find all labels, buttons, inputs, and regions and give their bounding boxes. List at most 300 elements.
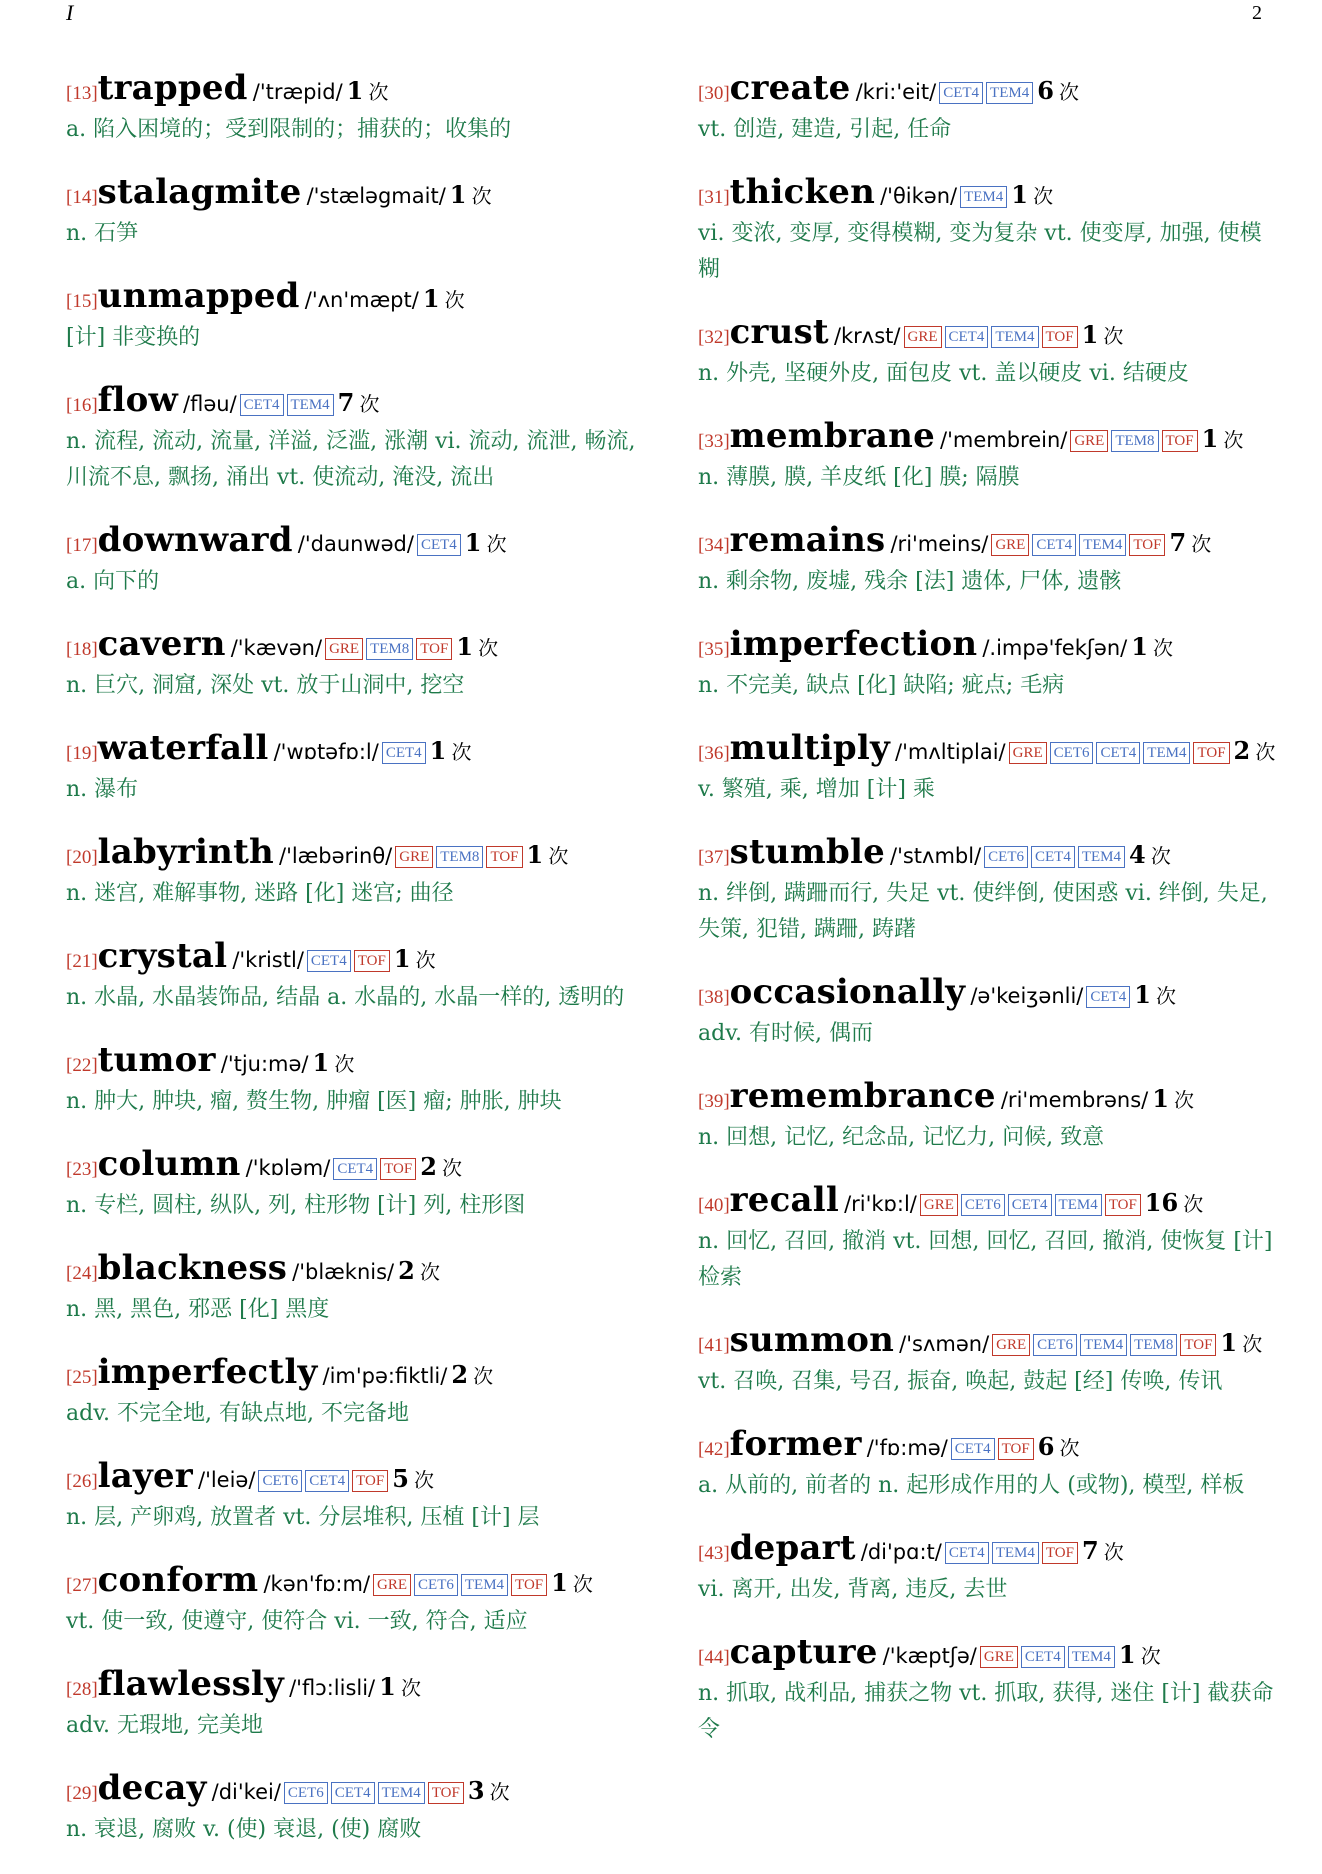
right-column: [698, 70, 1278, 1774]
entry-index: [20]: [66, 847, 98, 868]
word-entry: [66, 626, 644, 704]
exam-tag: CET4: [305, 1470, 349, 1492]
headword: membrane: [729, 416, 935, 456]
headword: trapped: [97, 68, 248, 108]
entry-index: [21]: [66, 951, 98, 972]
definition: adv. 无瑕地, 完美地: [66, 1713, 263, 1738]
entry-index: [42]: [698, 1439, 730, 1460]
count-unit: 次: [415, 948, 436, 972]
phonetic: /im'pə:fiktli/: [322, 1364, 448, 1388]
phonetic: /'tju:mə/: [220, 1052, 309, 1076]
exam-tag: TOF: [1042, 1542, 1078, 1564]
phonetic: /'blæknis/: [292, 1260, 395, 1284]
exam-tag: TOF: [1193, 742, 1229, 764]
headword: imperfectly: [97, 1352, 318, 1392]
phonetic: /'kævən/: [230, 636, 323, 660]
entry-headline: [698, 1530, 1278, 1572]
exam-tag: TEM4: [461, 1574, 508, 1596]
count-unit: 次: [1059, 1436, 1080, 1460]
entry-headline: [66, 730, 644, 772]
occurrence-count: 1: [429, 736, 447, 765]
word-entry: [698, 974, 1278, 1052]
occurrence-count: 7: [1169, 528, 1187, 557]
word-entry: [66, 522, 644, 600]
entry-headline: [66, 1146, 644, 1188]
phonetic: /'ʌn'mæpt/: [304, 288, 419, 312]
definition: n. 薄膜, 膜, 羊皮纸 [化] 膜; 隔膜: [698, 465, 1020, 490]
exam-tag: CET4: [1031, 846, 1075, 868]
count-unit: 次: [1059, 80, 1080, 104]
definition: n. 黑, 黑色, 邪恶 [化] 黑度: [66, 1297, 330, 1322]
word-entry: [66, 174, 644, 252]
entry-index: [39]: [698, 1091, 730, 1112]
occurrence-count: 4: [1129, 840, 1146, 869]
exam-tag: TEM4: [1143, 742, 1190, 764]
count-unit: 次: [1174, 1088, 1195, 1112]
count-unit: 次: [400, 1676, 421, 1700]
phonetic: /'θikən/: [880, 184, 958, 208]
definition: vi. 变浓, 变厚, 变得模糊, 变为复杂 vt. 使变厚, 加强, 使模糊: [698, 221, 1262, 282]
definition: n. 专栏, 圆柱, 纵队, 列, 柱形物 [计] 列, 柱形图: [66, 1193, 526, 1218]
count-unit: 次: [1140, 1644, 1161, 1668]
exam-tag: CET6: [258, 1470, 302, 1492]
word-entry: [698, 1182, 1278, 1296]
occurrence-count: 2: [451, 1360, 469, 1389]
count-unit: 次: [1033, 184, 1054, 208]
count-unit: 次: [489, 1780, 510, 1804]
exam-tag: CET4: [1032, 534, 1076, 556]
word-entry: [66, 1562, 644, 1640]
exam-tag: CET4: [333, 1158, 377, 1180]
definition: vt. 召唤, 召集, 号召, 振奋, 唤起, 鼓起 [经] 传唤, 传讯: [698, 1369, 1223, 1394]
word-entry: [698, 626, 1278, 704]
word-entry: [698, 70, 1278, 148]
count-unit: 次: [548, 844, 569, 868]
count-unit: 次: [1183, 1192, 1204, 1216]
phonetic: /fləu/: [183, 392, 237, 416]
entry-index: [13]: [66, 83, 98, 104]
occurrence-count: 1: [393, 944, 411, 973]
count-unit: 次: [1150, 844, 1171, 868]
entry-index: [14]: [66, 187, 98, 208]
entry-index: [30]: [698, 83, 730, 104]
phonetic: /'membrein/: [940, 428, 1068, 452]
entry-index: [44]: [698, 1647, 730, 1668]
phonetic: /'træpid/: [252, 80, 343, 104]
entry-headline: [66, 938, 644, 980]
phonetic: /'stæləgmait/: [306, 184, 446, 208]
word-entry: [66, 1666, 644, 1744]
phonetic: /kən'fɒ:m/: [263, 1572, 371, 1596]
occurrence-count: 16: [1144, 1188, 1179, 1217]
exam-tag: GRE: [325, 638, 363, 660]
word-entry: [698, 174, 1278, 288]
exam-tag: CET4: [331, 1782, 375, 1804]
definition: n. 不完美, 缺点 [化] 缺陷; 疵点; 毛病: [698, 673, 1065, 698]
definition: n. 石笋: [66, 221, 139, 246]
exam-tag: CET4: [1008, 1194, 1052, 1216]
word-entry: [66, 278, 644, 356]
entry-headline: [698, 522, 1278, 564]
count-unit: 次: [334, 1052, 355, 1076]
entry-index: [23]: [66, 1159, 98, 1180]
entry-headline: [698, 1322, 1278, 1364]
exam-tag: TEM4: [1055, 1194, 1102, 1216]
entry-index: [34]: [698, 535, 730, 556]
exam-tag: TEM4: [960, 186, 1007, 208]
exam-tag: GRE: [395, 846, 433, 868]
exam-tag: GRE: [920, 1194, 958, 1216]
headword: flawlessly: [97, 1664, 284, 1704]
word-entry: [66, 730, 644, 808]
entry-index: [41]: [698, 1335, 730, 1356]
phonetic: /'fɒ:mə/: [866, 1436, 948, 1460]
definition: n. 抓取, 战利品, 捕获之物 vt. 抓取, 获得, 迷住 [计] 截获命令: [698, 1681, 1274, 1742]
occurrence-count: 6: [1037, 76, 1054, 105]
headword: stalagmite: [97, 172, 302, 212]
phonetic: /ri'meins/: [890, 532, 989, 556]
occurrence-count: 2: [1233, 736, 1251, 765]
headword: remains: [729, 520, 886, 560]
exam-tag: GRE: [991, 534, 1029, 556]
exam-tag: TOF: [998, 1438, 1034, 1460]
occurrence-count: 1: [449, 180, 467, 209]
occurrence-count: 1: [456, 632, 474, 661]
exam-tag: TEM4: [991, 326, 1038, 348]
occurrence-count: 1: [1201, 424, 1219, 453]
headword: unmapped: [97, 276, 300, 316]
occurrence-count: 1: [312, 1048, 330, 1077]
phonetic: /di'kei/: [211, 1780, 281, 1804]
headword: decay: [97, 1768, 207, 1808]
entry-headline: [66, 1770, 644, 1812]
phonetic: /kri:'eit/: [855, 80, 937, 104]
occurrence-count: 6: [1037, 1432, 1055, 1461]
phonetic: /'flɔ:lisli/: [289, 1676, 376, 1700]
exam-tag: CET4: [945, 326, 989, 348]
exam-tag: TOF: [380, 1158, 416, 1180]
occurrence-count: 1: [379, 1672, 396, 1701]
word-entry: [66, 1042, 644, 1120]
word-entry: [66, 938, 644, 1016]
exam-tag: TEM4: [992, 1542, 1039, 1564]
entry-index: [29]: [66, 1783, 98, 1804]
exam-tag: CET4: [945, 1542, 989, 1564]
entry-index: [22]: [66, 1055, 98, 1076]
exam-tag: TOF: [352, 1470, 388, 1492]
headword: imperfection: [729, 624, 978, 664]
entry-index: [31]: [698, 187, 730, 208]
entry-headline: [698, 974, 1278, 1016]
word-entry: [66, 834, 644, 912]
entry-headline: [66, 1354, 644, 1396]
entry-headline: [66, 626, 644, 668]
occurrence-count: 1: [1152, 1084, 1169, 1113]
word-entry: [698, 418, 1278, 496]
definition: v. 繁殖, 乘, 增加 [计] 乘: [698, 777, 935, 802]
definition: vi. 离开, 出发, 背离, 违反, 去世: [698, 1577, 1008, 1602]
headword: crystal: [97, 936, 228, 976]
count-unit: 次: [1156, 984, 1177, 1008]
count-unit: 次: [1103, 1540, 1124, 1564]
exam-tag: TEM4: [1080, 1334, 1127, 1356]
occurrence-count: 7: [337, 388, 355, 417]
entry-headline: [698, 1182, 1278, 1224]
entry-headline: [698, 1078, 1278, 1120]
headword: column: [97, 1144, 241, 1184]
entry-index: [15]: [66, 291, 98, 312]
word-entry: [698, 1530, 1278, 1608]
exam-tag: TOF: [1129, 534, 1165, 556]
word-entry: [698, 314, 1278, 392]
entry-headline: [66, 70, 644, 112]
entry-headline: [698, 626, 1278, 668]
headword: recall: [729, 1180, 839, 1220]
entry-headline: [698, 70, 1278, 112]
occurrence-count: 1: [526, 840, 544, 869]
definition: n. 瀑布: [66, 777, 139, 802]
entry-index: [43]: [698, 1543, 730, 1564]
count-unit: 次: [471, 184, 492, 208]
entry-index: [28]: [66, 1679, 98, 1700]
word-entry: [66, 70, 644, 148]
headword: blackness: [97, 1248, 288, 1288]
entry-index: [35]: [698, 639, 730, 660]
word-entry: [698, 1634, 1278, 1748]
exam-tag: CET4: [1096, 742, 1140, 764]
word-entry: [66, 382, 644, 496]
occurrence-count: 2: [398, 1256, 415, 1285]
headword: create: [729, 68, 851, 108]
phonetic: /'wɒtəfɒ:l/: [273, 740, 379, 764]
occurrence-count: 1: [1118, 1640, 1136, 1669]
page-number: 2: [1252, 2, 1262, 24]
entry-headline: [698, 314, 1278, 356]
headword: downward: [97, 520, 293, 560]
definition: a. 陷入困境的；受到限制的；捕获的；收集的: [66, 117, 512, 142]
occurrence-count: 1: [346, 76, 364, 105]
phonetic: /.impə'fekʃən/: [982, 636, 1128, 660]
entry-headline: [66, 834, 644, 876]
entry-index: [26]: [66, 1471, 98, 1492]
headword: cavern: [97, 624, 226, 664]
count-unit: 次: [442, 1156, 463, 1180]
exam-tag: TOF: [511, 1574, 547, 1596]
definition: a. 从前的, 前者的 n. 起形成作用的人 (或物), 模型, 样板: [698, 1473, 1245, 1498]
entry-index: [17]: [66, 535, 98, 556]
definition: n. 迷宫, 难解事物, 迷路 [化] 迷宫; 曲径: [66, 881, 454, 906]
entry-index: [18]: [66, 639, 98, 660]
entry-headline: [698, 730, 1278, 772]
count-unit: 次: [1223, 428, 1244, 452]
headword: multiply: [729, 728, 890, 768]
headword: stumble: [729, 832, 885, 872]
definition: vt. 创造, 建造, 引起, 任命: [698, 117, 952, 142]
exam-tag: CET4: [307, 950, 351, 972]
count-unit: 次: [473, 1364, 494, 1388]
count-unit: 次: [1153, 636, 1174, 660]
count-unit: 次: [1191, 532, 1212, 556]
definition: vt. 使一致, 使遵守, 使符合 vi. 一致, 符合, 适应: [66, 1609, 528, 1634]
occurrence-count: 1: [1011, 180, 1028, 209]
occurrence-count: 7: [1081, 1536, 1099, 1565]
exam-tag: CET4: [939, 82, 983, 104]
entry-index: [25]: [66, 1367, 98, 1388]
word-entry: [698, 1426, 1278, 1504]
count-unit: 次: [486, 532, 507, 556]
count-unit: 次: [451, 740, 472, 764]
exam-tag: TEM4: [1079, 534, 1126, 556]
exam-tag: TEM4: [1068, 1646, 1115, 1668]
exam-tag: GRE: [992, 1334, 1030, 1356]
headword: tumor: [97, 1040, 216, 1080]
entry-index: [33]: [698, 431, 730, 452]
exam-tag: TOF: [1105, 1194, 1141, 1216]
count-unit: 次: [1242, 1332, 1263, 1356]
exam-tag: TOF: [486, 846, 522, 868]
occurrence-count: 1: [1220, 1328, 1238, 1357]
word-entry: [698, 834, 1278, 948]
occurrence-count: 1: [1131, 632, 1148, 661]
phonetic: /'kɒləm/: [245, 1156, 331, 1180]
exam-tag: GRE: [904, 326, 942, 348]
headword: former: [729, 1424, 862, 1464]
phonetic: /'kæptʃə/: [882, 1644, 977, 1668]
exam-tag: CET6: [1050, 742, 1094, 764]
phonetic: /'sʌmən/: [899, 1332, 990, 1356]
exam-tag: CET6: [284, 1782, 328, 1804]
word-entry: [698, 1078, 1278, 1156]
word-entry: [698, 522, 1278, 600]
phonetic: /ə'keiʒənli/: [970, 984, 1084, 1008]
headword: flow: [97, 380, 178, 420]
entry-headline: [698, 834, 1278, 876]
entry-headline: [66, 1666, 644, 1708]
header-left-mark: I: [66, 0, 74, 25]
word-entry: [66, 1458, 644, 1536]
entry-headline: [698, 418, 1278, 460]
count-unit: 次: [419, 1260, 440, 1284]
definition: adv. 有时候, 偶而: [698, 1021, 873, 1046]
definition: n. 层, 产卵鸡, 放置者 vt. 分层堆积, 压植 [计] 层: [66, 1505, 540, 1530]
exam-tag: CET4: [240, 394, 284, 416]
exam-tag: GRE: [1070, 430, 1108, 452]
exam-tag: GRE: [373, 1574, 411, 1596]
phonetic: /'stʌmbl/: [890, 844, 982, 868]
entry-index: [19]: [66, 743, 98, 764]
exam-tag: CET4: [951, 1438, 995, 1460]
headword: labyrinth: [97, 832, 274, 872]
count-unit: 次: [1255, 740, 1276, 764]
exam-tag: TOF: [1180, 1334, 1216, 1356]
entry-index: [38]: [698, 987, 730, 1008]
entry-headline: [698, 1426, 1278, 1468]
entry-headline: [66, 522, 644, 564]
exam-tag: CET6: [961, 1194, 1005, 1216]
exam-tag: GRE: [1009, 742, 1047, 764]
count-unit: 次: [414, 1468, 434, 1492]
entry-index: [32]: [698, 327, 730, 348]
entry-headline: [698, 174, 1278, 216]
definition: n. 衰退, 腐败 v. (使) 衰退, (使) 腐败: [66, 1817, 422, 1842]
count-unit: 次: [572, 1572, 593, 1596]
exam-tag: TEM4: [986, 82, 1033, 104]
exam-tag: TOF: [1042, 326, 1078, 348]
phonetic: /ri'membrəns/: [1000, 1088, 1149, 1112]
occurrence-count: 1: [464, 528, 482, 557]
headword: remembrance: [729, 1076, 996, 1116]
word-entry: [698, 1322, 1278, 1400]
exam-tag: TEM8: [366, 638, 413, 660]
occurrence-count: 3: [467, 1776, 485, 1805]
count-unit: 次: [1103, 324, 1124, 348]
left-column: [66, 70, 644, 1874]
entry-index: [27]: [66, 1575, 98, 1596]
headword: depart: [729, 1528, 856, 1568]
definition: adv. 不完全地, 有缺点地, 不完备地: [66, 1401, 409, 1426]
entry-index: [40]: [698, 1195, 730, 1216]
definition: n. 流程, 流动, 流量, 洋溢, 泛滥, 涨潮 vi. 流动, 流泄, 畅流, 川流不息, 飘扬, 涌出 vt. 使流动, 淹没, 流出: [66, 429, 636, 490]
headword: layer: [97, 1456, 193, 1496]
entry-headline: [698, 1634, 1278, 1676]
phonetic: /di'pɑ:t/: [860, 1540, 942, 1564]
exam-tag: CET4: [417, 534, 461, 556]
occurrence-count: 1: [422, 284, 440, 313]
phonetic: /'leiə/: [198, 1468, 256, 1492]
exam-tag: TOF: [1162, 430, 1198, 452]
definition: n. 水晶, 水晶装饰品, 结晶 a. 水晶的, 水晶一样的, 透明的: [66, 985, 625, 1010]
entry-index: [24]: [66, 1263, 98, 1284]
exam-tag: TOF: [354, 950, 390, 972]
word-entry: [698, 730, 1278, 808]
entry-headline: [66, 1458, 644, 1500]
occurrence-count: 1: [1134, 980, 1151, 1009]
entry-headline: [66, 1250, 644, 1292]
exam-tag: CET6: [1033, 1334, 1077, 1356]
word-entry: [66, 1146, 644, 1224]
exam-tag: TEM8: [1130, 1334, 1177, 1356]
definition: n. 绊倒, 蹒跚而行, 失足 vt. 使绊倒, 使困惑 vi. 绊倒, 失足, 失策, 犯错, 蹒跚, 踌躇: [698, 881, 1268, 942]
entry-headline: [66, 278, 644, 320]
definition: n. 外壳, 坚硬外皮, 面包皮 vt. 盖以硬皮 vi. 结硬皮: [698, 361, 1189, 386]
exam-tag: CET4: [382, 742, 426, 764]
occurrence-count: 2: [420, 1152, 437, 1181]
exam-tag: TOF: [428, 1782, 464, 1804]
phonetic: /krʌst/: [833, 324, 901, 348]
exam-tag: TEM4: [378, 1782, 425, 1804]
word-entry: [66, 1770, 644, 1848]
headword: thicken: [729, 172, 876, 212]
count-unit: 次: [368, 80, 389, 104]
exam-tag: TOF: [416, 638, 452, 660]
entry-index: [37]: [698, 847, 730, 868]
definition: n. 肿大, 肿块, 瘤, 赘生物, 肿瘤 [医] 瘤; 肿胀, 肿块: [66, 1089, 562, 1114]
definition: n. 剩余物, 废墟, 残余 [法] 遗体, 尸体, 遗骸: [698, 569, 1122, 594]
count-unit: 次: [359, 392, 380, 416]
entry-index: [16]: [66, 395, 98, 416]
occurrence-count: 1: [551, 1568, 568, 1597]
phonetic: /ri'kɒ:l/: [844, 1192, 917, 1216]
headword: summon: [729, 1320, 895, 1360]
entry-headline: [66, 174, 644, 216]
headword: conform: [97, 1560, 259, 1600]
word-entry: [66, 1250, 644, 1328]
entry-headline: [66, 1042, 644, 1084]
entry-index: [36]: [698, 743, 730, 764]
definition: n. 回忆, 召回, 撤消 vt. 回想, 回忆, 召回, 撤消, 使恢复 [计] 检索: [698, 1229, 1273, 1290]
definition: n. 回想, 记忆, 纪念品, 记忆力, 问候, 致意: [698, 1125, 1105, 1150]
exam-tag: TEM4: [1078, 846, 1125, 868]
